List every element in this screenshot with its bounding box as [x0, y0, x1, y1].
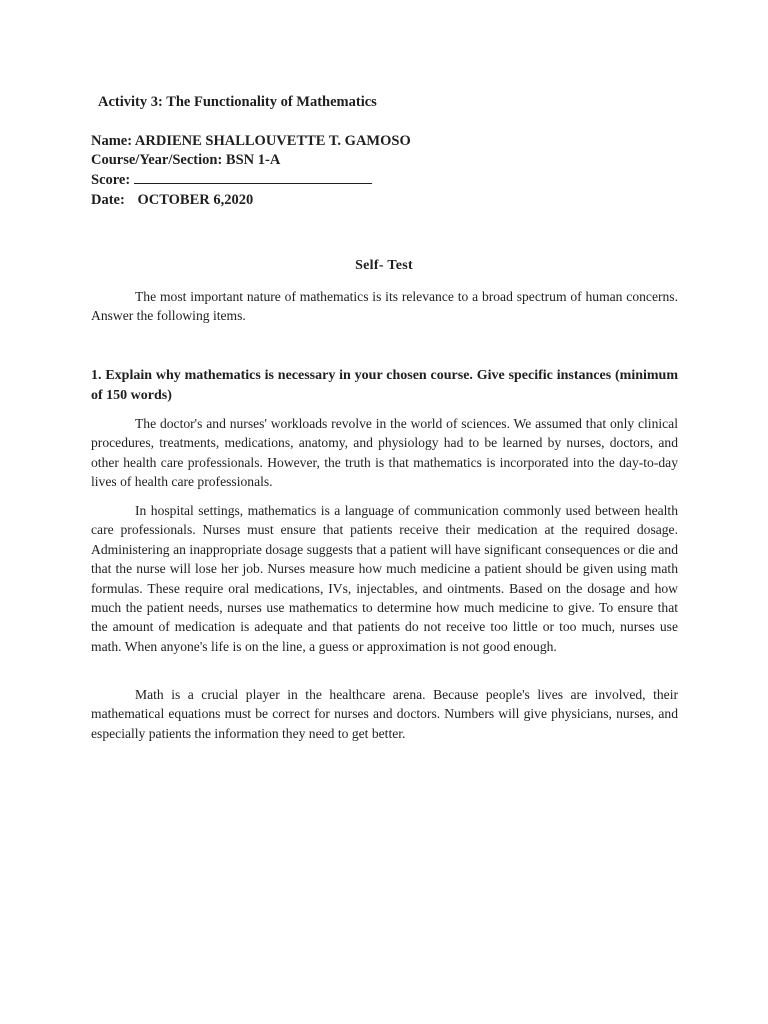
answer-paragraph-2: In hospital settings, mathematics is a language of communication commonly used between health care professionals. Nurses must ensure that patients receive their medication at the required dosage. Administering an inappropriate dosage suggests that a patient will have significant consequences or die and that the nurse will lose her job. Nurses measure how much medicine a patient should be given using math formulas. These require oral medications, IVs, injectables, and ointments. Based on the dosage and how much the patient needs, nurses use mathematics to determine how much medicine to give. To ensure that the amount of medication is adequate and that patients do not receive too little or too much, nurses use math. When anyone's life is on the line, a guess or approximation is not good enough.	[91, 503, 678, 654]
question-1: 1. Explain why mathematics is necessary in your chosen course. Give specific instances (minimum of 150 words)	[91, 368, 678, 403]
course-row	[91, 150, 280, 170]
name-value: ARDIENE SHALLOUVETTE T. GAMOSO	[134, 133, 411, 149]
score-label: Score:	[91, 172, 131, 188]
answer-paragraph-3: Math is a crucial player in the healthcare arena. Because people's lives are involved, their mathematical equations must be correct for nurses and doctors. Numbers will give physicians, nurses, and especially patients the information they need to get better.	[91, 687, 678, 741]
course-label: Course/Year/Section:	[91, 152, 223, 168]
answer-paragraph-1: The doctor's and nurses' workloads revolve in the world of sciences. We assumed that only clinical procedures, treatments, medications, anatomy, and physiology had to be learned by nurses, doctors, and other health care professionals. However, the truth is that mathematics is incorporated into the day-to-day lives of health care professionals.	[91, 416, 678, 490]
activity-title: Activity 3: The Functionality of Mathematics	[98, 94, 377, 110]
course-value: BSN 1-A	[225, 152, 281, 168]
name-label: Name:	[91, 133, 133, 149]
section-heading: Self- Test	[355, 258, 413, 273]
intro-paragraph: The most important nature of mathematics is its relevance to a broad spectrum of human concerns. Answer the following items.	[91, 289, 678, 324]
name-row	[91, 131, 411, 151]
date-value: OCTOBER 6,2020	[137, 192, 254, 208]
date-label: Date:	[91, 192, 125, 208]
score-row	[91, 170, 372, 190]
date-row	[91, 190, 253, 210]
score-blank-line	[134, 170, 372, 184]
